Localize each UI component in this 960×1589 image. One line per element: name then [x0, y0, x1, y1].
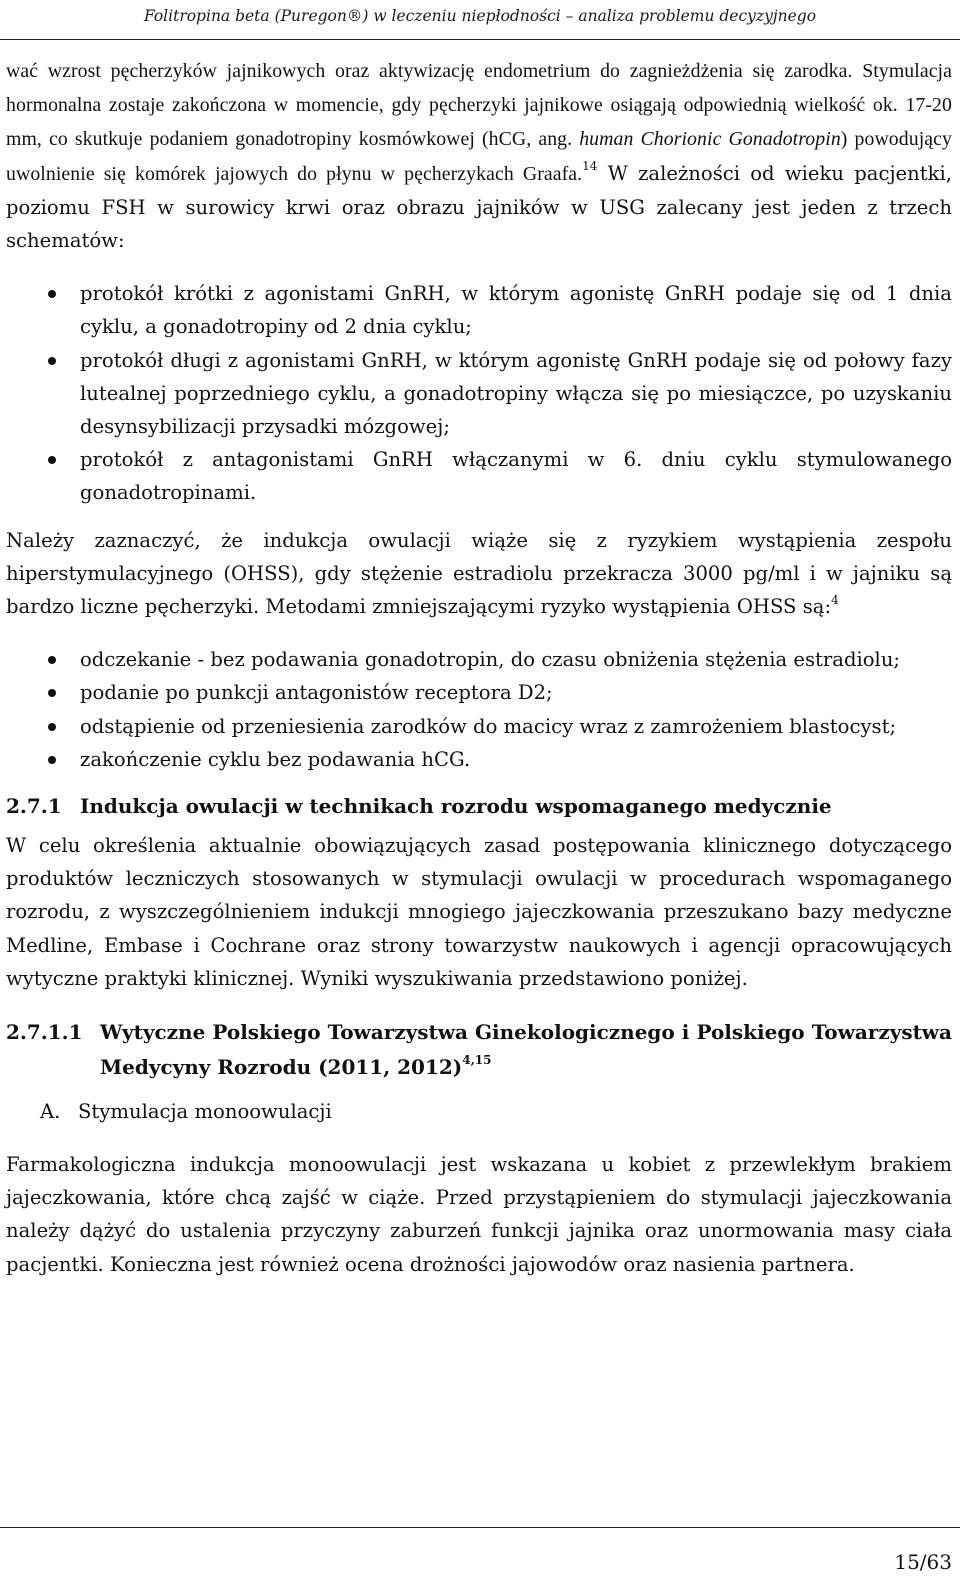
bullet-icon: [48, 689, 56, 697]
bullet-icon: [48, 723, 56, 731]
section-number: 2.7.1.1: [6, 1020, 83, 1045]
subsection-title: Stymulacja monoowulacji: [78, 1100, 332, 1124]
footnote-ref: 4,15: [462, 1053, 492, 1068]
intro-paragraph: [6, 54, 952, 257]
list-item: zakończenie cyklu bez podawania hCG.: [6, 743, 952, 776]
ohss-paragraph: Należy zaznaczyć, że indukcja owulacji wiąże się z ryzykiem wystąpienia zespołu hiperstymulacyjnego (OHSS), gdy stężenie estradiolu przekracza 3000 pg/ml i w jajniku są bardzo liczne pęcherzyki. Metodami zmniejszającymi ryzyko wystąpienia OHSS są:$^4$: [6, 528, 952, 619]
subsection-letter: A.: [40, 1100, 61, 1124]
bullet-icon: [48, 656, 56, 664]
bullet-icon: [48, 357, 56, 365]
footer-divider: [0, 1527, 960, 1528]
list-item: odczekanie - bez podawania gonadotropin, do czasu obniżenia stężenia estradiolu;: [6, 643, 952, 676]
intro-italic-term: human Chorionic Gonadotropin: [579, 128, 841, 151]
bullet-icon: [48, 456, 56, 464]
page-number: 15/63: [894, 1550, 952, 1574]
intro-text-part2: ) powodujący uwolnienie się komórek jajowych do płynu w pęcherzykach Graafa.: [6, 128, 952, 185]
list-item: odstąpienie od przeniesienia zarodków do macicy wraz z zamrożeniem blastocyst;: [6, 710, 952, 743]
section-heading-2-7-1: [6, 790, 952, 823]
intro-text-part3: W zależności od wieku pacjentki, poziomu FSH w surowicy krwi oraz obrazu jajników w USG zalecany jest jeden z trzech schematów:: [6, 161, 952, 253]
list-item: protokół z antagonistami GnRH włączanymi w 6. dniu cyklu stymulowanego gonadotropinami.: [6, 443, 952, 509]
section-heading-2-7-1-1: [6, 1015, 952, 1085]
section-title: Wytyczne Polskiego Towarzystwa Ginekologicznego i Polskiego Towarzystwa Medycyny Rozrodu (2011, 2012): [100, 1020, 952, 1080]
footnote-ref: 14: [582, 159, 598, 174]
footnote-ref: 4: [831, 592, 839, 607]
section-2-7-1-body: W celu określenia aktualnie obowiązujących zasad postępowania klinicznego dotyczącego produktów leczniczych stosowanych w stymulacji owulacji w procedurach wspomaganego rozrodu, z wyszczególnieniem indukcji mnogiego jajeczkowania przeszukano bazy medyczne Medline, Embase i Cochrane oraz strony towarzystw naukowych i agencji opracowujących wytyczne praktyki klinicznej. Wyniki wyszukiwania przedstawiono poniżej.: [6, 834, 952, 990]
page-body: [6, 54, 952, 1281]
intro-text-part1: wać wzrost pęcherzyków jajnikowych oraz aktywizację endometrium do zagnieżdżenia się zarodka. Stymulacja hormonalna zostaje zakończona w momencie, gdy pęcherzyki jajnikowe osiągają odpowiednią wielkość ok. 17-20 mm, co skutkuje podaniem gonadotropiny kosmówkowej (hCG, ang.: [6, 60, 952, 151]
ohss-methods-list: [6, 643, 952, 776]
list-item: protokół długi z agonistami GnRH, w którym agonistę GnRH podaje się od połowy fazy lutealnej poprzedniego cyklu, a gonadotropiny włącza się po miesiączce, po uzyskaniu desynsybilizacji przysadki mózgowej;: [6, 344, 952, 444]
list-item: protokół krótki z agonistami GnRH, w którym agonistę GnRH podaje się od 1 dnia cyklu, a gonadotropiny od 2 dnia cyklu;: [6, 277, 952, 343]
running-header: [0, 0, 960, 40]
running-header-title: Folitropina beta (Puregon®) w leczeniu niepłodności – analiza problemu decyzyjnego: [143, 7, 817, 25]
subsection-label: [6, 1095, 952, 1128]
section-2-7-1-1-body: Farmakologiczna indukcja monoowulacji jest wskazana u kobiet z przewlekłym brakiem jajeczkowania, które chcą zajść w ciąże. Przed przystąpieniem do stymulacji jajeczkowania należy dążyć do ustalenia przyczyny zaburzeń funkcji jajnika oraz unormowania masy ciała pacjentki. Konieczna jest również ocena drożności jajowodów oraz nasienia partnera.: [6, 1153, 952, 1276]
section-title-wrapper: [100, 1015, 952, 1085]
bullet-icon: [48, 290, 56, 298]
bullet-icon: [48, 756, 56, 764]
section-number: 2.7.1: [6, 794, 62, 819]
section-title: Indukcja owulacji w technikach rozrodu wspomaganego medycznie: [80, 794, 832, 819]
protocol-list: [6, 277, 952, 509]
list-item: podanie po punkcji antagonistów receptora D2;: [6, 676, 952, 709]
